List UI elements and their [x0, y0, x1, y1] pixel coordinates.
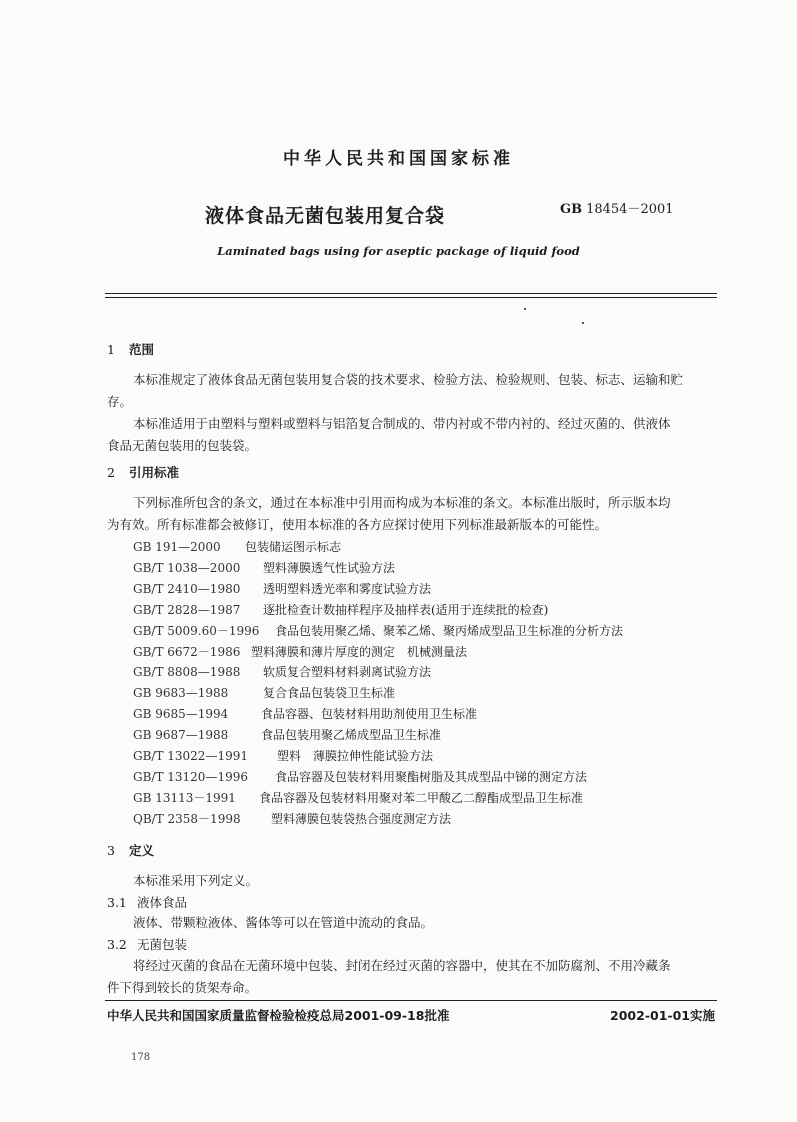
reference-item: [133, 601, 548, 618]
standard-prefix: GB: [560, 202, 583, 217]
definition-heading: [107, 935, 187, 953]
paragraph-line: 存。: [107, 394, 133, 409]
section-title: 引用标准: [129, 465, 180, 480]
reference-item: [133, 705, 477, 722]
reference-code: GB/T 2828—1987: [133, 602, 241, 617]
reference-item: [133, 580, 431, 597]
paragraph-line: 本标准适用于由塑料与塑料或塑料与铝箔复合制成的、带内衬或不带内衬的、经过灭菌的、供液体: [133, 416, 671, 431]
approval-info: 中华人民共和国国家质量监督检验检疫总局2001-09-18批准: [107, 1008, 450, 1023]
definition-term: 无菌包装: [137, 937, 188, 952]
reference-item: [133, 810, 451, 827]
reference-item: [133, 726, 441, 743]
definition-term: 液体食品: [137, 895, 188, 910]
footer-rule: [105, 1000, 717, 1001]
reference-title: 包装储运图示标志: [245, 540, 342, 554]
standard-code: 18454－2001: [586, 202, 674, 217]
reference-code: GB 9685—1994: [133, 707, 229, 722]
reference-title: 食品包装用聚乙烯、聚苯乙烯、聚丙烯成型品卫生标准的分析方法: [275, 623, 624, 638]
paragraph-line: 食品无菌包装用的包装袋。: [107, 438, 258, 453]
reference-code: GB 13113－1991: [133, 790, 236, 805]
section-2-heading: [107, 463, 179, 481]
section-3-heading: [107, 841, 154, 859]
page-number: 178: [131, 1052, 151, 1063]
reference-item: [133, 538, 341, 555]
reference-item: [133, 663, 431, 680]
implementation-date: 2002-01-01实施: [610, 1008, 715, 1023]
paragraph-line: 本标准规定了液体食品无菌包装用复合袋的技术要求、检验方法、检验规则、包装、标志、运输和贮: [133, 372, 684, 387]
reference-title: 逐批检查计数抽样程序及抽样表(适用于连续批的检查): [263, 602, 549, 617]
reference-code: QB/T 2358－1998: [133, 811, 241, 826]
reference-code: GB/T 5009.60－1996: [133, 623, 260, 638]
reference-code: GB/T 6672－1986: [133, 644, 241, 659]
paragraph-line: 下列标准所包含的条文，通过在本标准中引用而构成为本标准的条文。本标准出版时，所示版本均: [133, 495, 671, 510]
reference-title: 食品容器及包装材料用聚对苯二甲酸乙二醇酯成型品卫生标准: [259, 790, 584, 805]
section-number: 3: [107, 843, 115, 858]
national-standard-heading: 中华人民共和国国家标准: [283, 149, 514, 169]
reference-title: 塑料薄膜和薄片厚度的测定 机械测量法: [251, 644, 468, 659]
reference-title: 食品容器、包装材料用助剂使用卫生标准: [261, 707, 478, 722]
section-title: 定义: [129, 843, 155, 858]
reference-title: 食品容器及包装材料用聚酯树脂及其成型品中锑的测定方法: [275, 769, 588, 784]
scan-speck: [582, 322, 584, 324]
english-title: Laminated bags using for aseptic package of liquid food: [217, 244, 580, 258]
reference-title: 食品包装用聚乙烯成型品卫生标准: [261, 728, 442, 743]
reference-title: 透明塑料透光率和雾度试验方法: [263, 581, 432, 596]
section-1-heading: [107, 340, 154, 358]
section-title: 范围: [129, 342, 155, 357]
reference-title: 塑料薄膜包装袋热合强度测定方法: [271, 811, 452, 826]
definition-heading: [107, 893, 187, 911]
standard-number: [560, 198, 674, 217]
reference-title: 塑料薄膜透气性试验方法: [263, 560, 396, 575]
section-number: 2: [107, 465, 115, 480]
document-title: 液体食品无菌包装用复合袋: [205, 205, 446, 227]
paragraph-line: 本标准采用下列定义。: [133, 873, 259, 888]
reference-code: GB/T 1038—2000: [133, 560, 241, 575]
definition-number: 3.2: [107, 937, 127, 952]
section-number: 1: [107, 342, 115, 357]
reference-item: [133, 789, 583, 806]
paragraph-line: 为有效。所有标准都会被修订，使用本标准的各方应探讨使用下列标准最新版本的可能性。: [107, 517, 608, 532]
reference-title: 复合食品包装袋卫生标准: [263, 686, 396, 701]
definition-text: 将经过灭菌的食品在无菌环境中包装、封闭在经过灭菌的容器中，使其在不加防腐剂、不用冷藏条: [133, 958, 671, 973]
reference-title: 塑料 薄膜拉伸性能试验方法: [277, 749, 434, 763]
reference-code: GB/T 8808—1988: [133, 665, 241, 680]
scan-speck: [524, 308, 526, 310]
reference-code: GB 9683—1988: [133, 686, 229, 701]
definition-number: 3.1: [107, 895, 127, 910]
reference-code: GB/T 13120—1996: [133, 769, 248, 784]
reference-code: GB/T 13022—1991: [133, 749, 248, 763]
definition-text: 液体、带颗粒液体、酱体等可以在管道中流动的食品。: [133, 915, 434, 930]
reference-code: GB 191—2000: [133, 540, 221, 554]
reference-item: [133, 559, 395, 576]
header-rule-bottom: [105, 297, 717, 298]
reference-title: 软质复合塑料材料剥离试验方法: [263, 665, 432, 680]
reference-item: [133, 622, 623, 639]
reference-code: GB/T 2410—1980: [133, 581, 241, 596]
reference-item: [133, 768, 587, 785]
header-rule-top: [105, 293, 717, 294]
reference-code: GB 9687—1988: [133, 728, 229, 743]
reference-item: [133, 643, 467, 660]
reference-item: [133, 747, 433, 764]
definition-text: 件下得到较长的货架寿命。: [107, 980, 258, 995]
reference-item: [133, 684, 395, 701]
